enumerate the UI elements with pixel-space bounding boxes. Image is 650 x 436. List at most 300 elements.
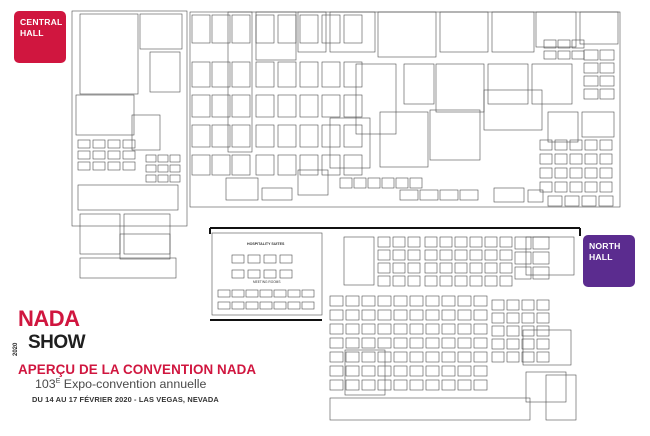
booth — [425, 263, 437, 273]
booth — [440, 237, 452, 247]
booth — [584, 76, 598, 86]
booth — [404, 64, 434, 104]
booth — [410, 296, 423, 306]
booth — [260, 290, 272, 297]
booth — [582, 196, 596, 206]
booth — [278, 15, 296, 43]
booth — [322, 62, 340, 87]
booth — [218, 290, 230, 297]
north-hall-label-line1: NORTH — [589, 241, 621, 251]
booth — [442, 352, 455, 362]
booth — [570, 182, 582, 192]
booth — [442, 310, 455, 320]
page-title: APERÇU DE LA CONVENTION NADA — [18, 362, 257, 377]
booth — [537, 300, 549, 310]
booth — [278, 125, 296, 147]
booth — [382, 178, 394, 188]
booth — [442, 296, 455, 306]
meeting-rooms-label: MEETING ROOMS — [253, 280, 281, 284]
booth — [378, 366, 391, 376]
booth — [492, 313, 504, 323]
booth — [380, 112, 428, 167]
booth — [362, 352, 375, 362]
booth — [158, 165, 168, 172]
booth — [300, 95, 318, 117]
booth — [123, 151, 135, 159]
booth — [458, 296, 471, 306]
booth — [344, 95, 362, 117]
booth — [507, 300, 519, 310]
booth — [362, 380, 375, 390]
booth — [394, 366, 407, 376]
booth — [300, 15, 318, 43]
booth — [346, 296, 359, 306]
booth — [300, 62, 318, 87]
booth — [492, 326, 504, 336]
booth — [515, 267, 531, 279]
booth — [507, 352, 519, 362]
booth — [474, 338, 487, 348]
booth — [600, 140, 612, 150]
booth — [500, 250, 512, 260]
booth — [170, 165, 180, 172]
booth — [436, 64, 484, 112]
subtitle-superscript: E — [55, 378, 61, 385]
booth — [378, 296, 391, 306]
booth — [394, 310, 407, 320]
booth — [368, 178, 380, 188]
booth — [330, 12, 375, 52]
booth — [394, 324, 407, 334]
logo-show-text: SHOW — [28, 332, 86, 353]
booth — [485, 276, 497, 286]
booth — [584, 63, 598, 73]
booth — [322, 155, 340, 175]
booth — [302, 302, 314, 309]
booth — [354, 178, 366, 188]
booth — [474, 366, 487, 376]
booth — [80, 214, 120, 254]
booth — [256, 125, 274, 147]
booth — [192, 155, 210, 175]
booth — [492, 339, 504, 349]
booth — [600, 168, 612, 178]
booth — [492, 352, 504, 362]
booth — [515, 252, 531, 264]
booth — [455, 276, 467, 286]
booth — [584, 50, 598, 60]
booth — [108, 140, 120, 148]
booth — [212, 125, 230, 147]
booth — [600, 182, 612, 192]
booth — [300, 155, 318, 175]
booth — [570, 154, 582, 164]
booth — [408, 276, 420, 286]
booth — [442, 324, 455, 334]
booth — [410, 352, 423, 362]
booth — [458, 324, 471, 334]
booth — [288, 290, 300, 297]
booth — [555, 168, 567, 178]
booth — [378, 250, 390, 260]
booth — [378, 263, 390, 273]
booth — [248, 270, 260, 278]
booth — [226, 178, 258, 200]
booth — [362, 324, 375, 334]
booth — [212, 95, 230, 117]
booth — [362, 310, 375, 320]
booth — [146, 155, 156, 162]
booth — [537, 326, 549, 336]
booth — [540, 140, 552, 150]
booth — [78, 162, 90, 170]
booth — [500, 276, 512, 286]
booth — [93, 151, 105, 159]
booth — [470, 237, 482, 247]
booth — [330, 366, 343, 376]
booth — [232, 255, 244, 263]
booth — [492, 300, 504, 310]
booth — [440, 250, 452, 260]
nada-show-logo — [13, 306, 86, 360]
booth — [425, 237, 437, 247]
booth — [322, 15, 340, 43]
booth — [274, 302, 286, 309]
booth — [78, 185, 178, 210]
booth — [430, 110, 480, 160]
booth — [76, 95, 134, 135]
booth — [278, 155, 296, 175]
booth — [120, 234, 170, 259]
central-hall-label-line1: CENTRAL — [20, 17, 63, 27]
booth — [558, 51, 570, 59]
booth — [232, 95, 250, 117]
booth — [400, 190, 418, 200]
booth — [410, 310, 423, 320]
booth — [410, 324, 423, 334]
booth — [212, 155, 230, 175]
booth — [278, 95, 296, 117]
booth — [537, 313, 549, 323]
booth — [264, 270, 276, 278]
booth — [228, 12, 252, 152]
booth — [515, 237, 531, 249]
booth — [425, 250, 437, 260]
booth — [470, 263, 482, 273]
booth — [322, 95, 340, 117]
booth — [146, 175, 156, 182]
booth — [330, 324, 343, 334]
booth — [298, 170, 328, 195]
booth — [140, 14, 182, 49]
booth — [393, 263, 405, 273]
booth — [170, 155, 180, 162]
booth — [585, 140, 597, 150]
booth — [572, 51, 584, 59]
booth — [394, 296, 407, 306]
booth — [378, 276, 390, 286]
booth — [570, 140, 582, 150]
booth — [408, 237, 420, 247]
booth — [158, 175, 168, 182]
booth — [93, 162, 105, 170]
booth — [442, 366, 455, 376]
booth — [485, 237, 497, 247]
booth — [555, 154, 567, 164]
booth — [260, 302, 272, 309]
booth — [232, 302, 244, 309]
booth — [426, 380, 439, 390]
booth — [426, 366, 439, 376]
booth — [474, 324, 487, 334]
booth — [256, 62, 274, 87]
booth — [302, 290, 314, 297]
booth — [232, 155, 250, 175]
booth — [232, 15, 250, 43]
booth — [458, 380, 471, 390]
subtitle-number: 103 — [35, 377, 56, 391]
central-hall-label-line2: HALL — [20, 28, 44, 38]
booth — [192, 95, 210, 117]
page-subtitle — [35, 377, 206, 391]
booth — [540, 168, 552, 178]
booth — [346, 338, 359, 348]
booth — [232, 125, 250, 147]
booth — [580, 12, 618, 44]
booth — [500, 237, 512, 247]
booth — [330, 380, 343, 390]
booth — [330, 352, 343, 362]
booth — [474, 296, 487, 306]
booth — [330, 398, 530, 420]
booth — [537, 352, 549, 362]
booth — [600, 63, 614, 73]
booth — [192, 62, 210, 87]
booth — [474, 352, 487, 362]
booth — [442, 338, 455, 348]
booth — [426, 324, 439, 334]
booth — [393, 276, 405, 286]
booth — [378, 12, 436, 57]
booth — [408, 263, 420, 273]
booth — [212, 62, 230, 87]
booth — [232, 62, 250, 87]
central-hall-badge — [14, 11, 66, 63]
booth — [410, 380, 423, 390]
booth — [330, 296, 343, 306]
booth — [80, 258, 176, 278]
booth — [408, 250, 420, 260]
booth — [507, 326, 519, 336]
booth — [246, 302, 258, 309]
booth — [484, 90, 542, 130]
booth — [426, 352, 439, 362]
booth — [278, 62, 296, 87]
booth — [442, 380, 455, 390]
booth — [232, 270, 244, 278]
booth — [546, 375, 576, 420]
booth — [78, 151, 90, 159]
booth — [600, 76, 614, 86]
north-hall-label-line2: HALL — [589, 252, 613, 262]
booth — [485, 263, 497, 273]
booth — [256, 12, 296, 60]
booth — [192, 125, 210, 147]
booth — [458, 310, 471, 320]
booth — [262, 188, 292, 200]
booth — [192, 15, 210, 43]
booth — [344, 15, 362, 43]
booth — [585, 154, 597, 164]
booth — [344, 155, 362, 175]
booth — [485, 250, 497, 260]
booth — [544, 51, 556, 59]
booth — [256, 15, 274, 43]
booth — [362, 296, 375, 306]
booth — [533, 267, 549, 279]
booth — [362, 366, 375, 376]
booth — [492, 12, 534, 52]
booth — [548, 196, 562, 206]
booth — [455, 237, 467, 247]
booth — [532, 64, 572, 104]
booth — [555, 182, 567, 192]
booth — [274, 290, 286, 297]
booth — [396, 178, 408, 188]
booth — [212, 15, 230, 43]
booth — [280, 270, 292, 278]
booth — [248, 255, 260, 263]
booth — [458, 352, 471, 362]
booth — [393, 250, 405, 260]
booth — [80, 14, 138, 94]
booth — [470, 250, 482, 260]
booth — [146, 165, 156, 172]
booth — [540, 154, 552, 164]
booth — [458, 338, 471, 348]
booth — [78, 140, 90, 148]
booth — [72, 11, 187, 226]
booth — [507, 339, 519, 349]
booth — [426, 338, 439, 348]
booth — [440, 276, 452, 286]
booth — [565, 196, 579, 206]
booth — [410, 178, 422, 188]
booth — [394, 380, 407, 390]
booth — [533, 252, 549, 264]
booth — [123, 162, 135, 170]
booth — [123, 140, 135, 148]
event-dates: DU 14 AU 17 FÉVRIER 2020 - LAS VEGAS, NEVADA — [32, 395, 219, 404]
booth — [555, 140, 567, 150]
booth — [570, 168, 582, 178]
booth — [346, 366, 359, 376]
booth — [600, 89, 614, 99]
booth — [330, 338, 343, 348]
booth — [600, 154, 612, 164]
booth — [470, 276, 482, 286]
booth — [344, 62, 362, 87]
booth — [537, 339, 549, 349]
booth — [378, 380, 391, 390]
booth — [378, 352, 391, 362]
booth — [378, 237, 390, 247]
booth — [256, 95, 274, 117]
booth — [330, 118, 370, 168]
booth — [458, 366, 471, 376]
booth — [394, 352, 407, 362]
booth — [455, 263, 467, 273]
booth — [426, 310, 439, 320]
booth — [522, 352, 534, 362]
booth — [330, 310, 343, 320]
hospitality-suites-label: HOSPITALITY SUITES — [247, 242, 285, 246]
booth — [264, 255, 276, 263]
booth — [440, 263, 452, 273]
booth — [494, 188, 524, 202]
booth — [440, 190, 458, 200]
north-hall-badge — [583, 235, 635, 287]
booth — [170, 175, 180, 182]
booth — [410, 338, 423, 348]
booth — [378, 324, 391, 334]
booth — [425, 276, 437, 286]
booth — [420, 190, 438, 200]
booth — [522, 313, 534, 323]
booth — [582, 112, 614, 137]
booth — [426, 296, 439, 306]
booth — [158, 155, 168, 162]
booth — [540, 182, 552, 192]
booth — [474, 380, 487, 390]
booth — [474, 310, 487, 320]
booth — [523, 330, 571, 365]
booth — [362, 338, 375, 348]
booth — [108, 151, 120, 159]
subtitle-text: Expo-convention annuelle — [60, 377, 207, 391]
booth — [585, 168, 597, 178]
booth — [440, 12, 488, 52]
booth — [346, 310, 359, 320]
booth — [345, 350, 385, 395]
booth — [522, 300, 534, 310]
booth — [132, 115, 160, 150]
booth — [300, 125, 318, 147]
booth — [108, 162, 120, 170]
booth — [218, 302, 230, 309]
booth — [522, 339, 534, 349]
booth — [548, 112, 578, 142]
booth — [394, 338, 407, 348]
booth — [600, 50, 614, 60]
booth — [150, 52, 180, 92]
booth — [344, 237, 374, 285]
booth — [599, 196, 613, 206]
booth — [410, 366, 423, 376]
booth — [93, 140, 105, 148]
booth — [500, 263, 512, 273]
booth — [460, 190, 478, 200]
booth — [393, 237, 405, 247]
booth — [280, 255, 292, 263]
booth — [256, 155, 274, 175]
booth — [533, 237, 549, 249]
booth — [340, 178, 352, 188]
booth — [322, 125, 340, 147]
booth — [585, 182, 597, 192]
booth — [346, 352, 359, 362]
booth — [455, 250, 467, 260]
